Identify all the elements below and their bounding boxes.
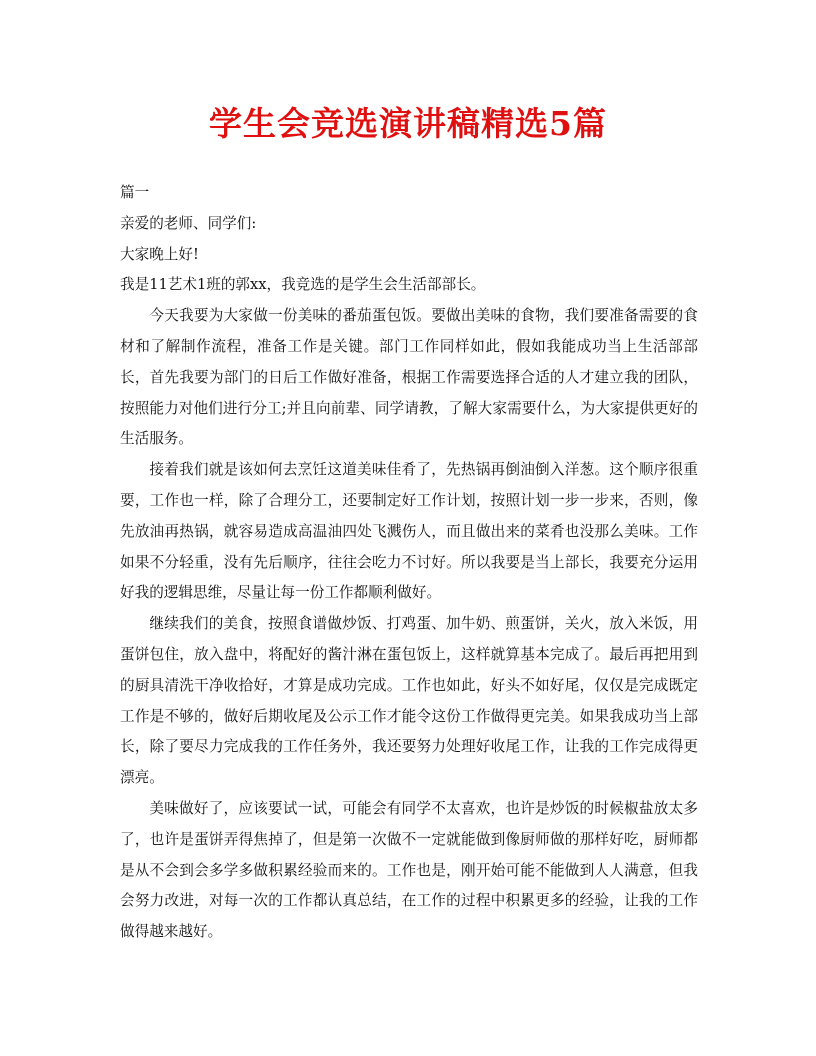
paragraph: 接着我们就是该如何去烹饪这道美味佳肴了，先热锅再倒油倒入洋葱。这个顺序很重要，工作也一样，除了合理分工，还要制定好工作计划，按照计划一步一步来，否则，像先放油再热锅，就容易造成高温油四处飞溅伤人，而且做出来的菜肴也没那么美味。工作如果不分轻重，没有先后顺序，往往会吃力不讨好。所以我要是当上部长，我要充分运用好我的逻辑思维，尽量让每一份工作都顺利做好。 [120,461,698,602]
salutation: 大家晚上好! [120,245,199,263]
greeting: 亲爱的老师、同学们: [120,214,257,232]
paragraph: 继续我们的美食，按照食谱做炒饭、打鸡蛋、加牛奶、煎蛋饼，关火，放入米饭，用蛋饼包住，放入盘中，将配好的酱汁淋在蛋包饭上，这样就算基本完成了。最后再把用到的厨具清洗干净收拾好，才算是成功完成。工作也如此，好头不如好尾，仅仅是完成既定工作是不够的，做好后期收尾及公示工作才能令这份工作做得更完美。如果我成功当上部长，除了要尽力完成我的工作任务外，我还要努力处理好收尾工作，让我的工作完成得更漂亮。 [120,615,698,787]
paragraph: 美味做好了，应该要试一试，可能会有同学不太喜欢，也许是炒饭的时候椒盐放太多了，也许是蛋饼弄得焦掉了，但是第一次做不一定就能做到像厨师做的那样好吃，厨师都是从不会到会多学多做积累经验而来的。工作也是，刚开始可能不能做到人人满意，但我会努力改进，对每一次的工作都认真总结，在工作的过程中积累更多的经验，让我的工作做得越来越好。 [120,799,698,941]
intro-line: 我是11艺术1班的郭xx，我竞选的是学生会生活部部长。 [120,276,486,294]
document-body [120,178,698,948]
paragraph: 今天我要为大家做一份美味的番茄蛋包饭。要做出美味的食物，我们要准备需要的食材和了解制作流程，准备工作是关键。部门工作同样如此，假如我能成功当上生活部部长，首先我要为部门的日后工作做好准备，根据工作需要选择合适的人才建立我的团队，按照能力对他们进行分工;并且向前辈、同学请教，了解大家需要什么，为大家提供更好的生活服务。 [120,307,698,448]
section-heading: 篇一 [120,184,150,201]
document-title: 学生会竞选演讲稿精选5篇 [209,104,607,143]
